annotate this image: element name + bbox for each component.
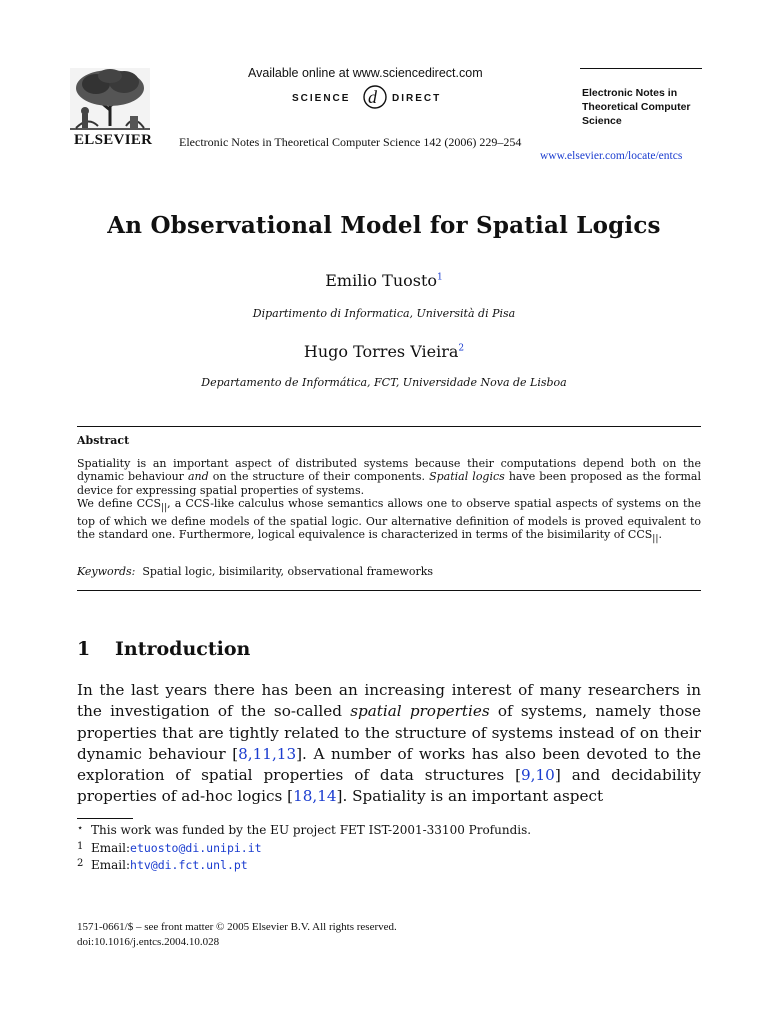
doi: doi:10.1016/j.entcs.2004.10.028 <box>77 936 220 948</box>
available-online-text: Available online at www.sciencedirect.com <box>248 66 483 80</box>
journal-box-rule <box>580 68 702 69</box>
footnote-2: 2 Email:htv@di.fct.unl.pt <box>77 858 248 872</box>
abstract-paragraph-1: Spatiality is an important aspect of distributed systems because their computations depend both on the dynamic behaviour and on the structure of their components. Spatial logics have been proposed as the formal device for expressing spatial properties of systems. <box>77 457 702 497</box>
keywords-list: Spatial logic, bisimilarity, observational frameworks <box>142 565 434 578</box>
citation-link[interactable]: 8,11,13 <box>238 744 297 763</box>
section-number: 1 <box>77 638 91 660</box>
author-1-affiliation: Dipartimento di Informatica, Università di Pisa <box>252 307 516 320</box>
svg-text:d: d <box>368 87 377 107</box>
footnote-1: 1 Email:etuosto@di.unipi.it <box>77 841 262 855</box>
abstract-body <box>77 457 701 546</box>
journal-box <box>582 86 691 128</box>
sciencedirect-logo <box>290 82 460 112</box>
email-link-2[interactable]: htv@di.fct.unl.pt <box>130 858 248 872</box>
abstract-top-rule <box>77 426 701 427</box>
sciencedirect-left-word: SCIENCE <box>292 93 351 104</box>
publisher-name: ELSEVIER <box>74 132 153 148</box>
author-2-name: Hugo Torres Vieira <box>303 342 459 361</box>
author-2-footnote-mark[interactable]: 2 <box>458 343 465 354</box>
sciencedirect-right-word: DIRECT <box>392 93 442 104</box>
citation-link[interactable]: 9,10 <box>521 766 555 785</box>
introduction-paragraph: In the last years there has been an increasing interest of many researchers in the investigation of the so-called spatial properties of systems, namely those properties that are tightly related to the structure of systems instead of on their dynamic behaviour [8,11,13]. A number of works has also been devoted to the exploration of spatial properties of data structures [9,10] and decidability properties of ad-hoc logics [18,14]. Spatiality is an important aspect <box>77 681 702 806</box>
footnote-rule <box>77 818 133 819</box>
footnote-1-mark: 1 <box>77 841 84 852</box>
footnote-funding: ⋆ This work was funded by the EU project FET IST-2001-33100 Profundis. <box>77 823 532 837</box>
author-2 <box>0 342 768 361</box>
keywords-label: Keywords: <box>77 565 136 578</box>
journal-citation: Electronic Notes in Theoretical Computer Science 142 (2006) 229–254 <box>179 135 522 149</box>
abstract-bottom-rule <box>77 590 701 591</box>
author-1 <box>0 271 768 290</box>
abstract-paragraph-2: We define $CCS_{||}$, a CCS-like calculus whose semantics allows one to observe spatial aspects of systems on the top of which we define models of the spatial logic. Our alternative definition of models is proved equivalent to the standard one. Furthermore, logical equivalence is characterized in terms of the bisimilarity of $CCS_{||}$. <box>77 497 701 545</box>
footnote-star-mark: ⋆ <box>77 823 84 834</box>
keywords <box>77 565 433 578</box>
author-1-footnote-mark[interactable]: 1 <box>437 272 443 283</box>
paper-title: An Observational Model for Spatial Logics <box>107 212 661 239</box>
section-heading <box>77 638 250 660</box>
issn-copyright: 1571-0661/$ – see front matter © 2005 Elsevier B.V. All rights reserved. <box>77 921 397 933</box>
journal-url-link[interactable]: www.elsevier.com/locate/entcs <box>540 150 683 162</box>
journal-box-line: Science <box>582 115 622 127</box>
author-2-affiliation: Departamento de Informática, FCT, Universidade Nova de Lisboa <box>201 376 567 389</box>
journal-box-line: Electronic Notes in <box>582 87 678 99</box>
email-link-1[interactable]: etuosto@di.unipi.it <box>130 841 262 855</box>
abstract-heading: Abstract <box>77 434 130 447</box>
citation-link[interactable]: 18,14 <box>293 787 337 806</box>
journal-box-line: Theoretical Computer <box>582 101 691 113</box>
section-title: Introduction <box>115 638 251 660</box>
footnote-2-mark: 2 <box>77 858 84 869</box>
author-1-name: Emilio Tuosto <box>325 271 438 290</box>
